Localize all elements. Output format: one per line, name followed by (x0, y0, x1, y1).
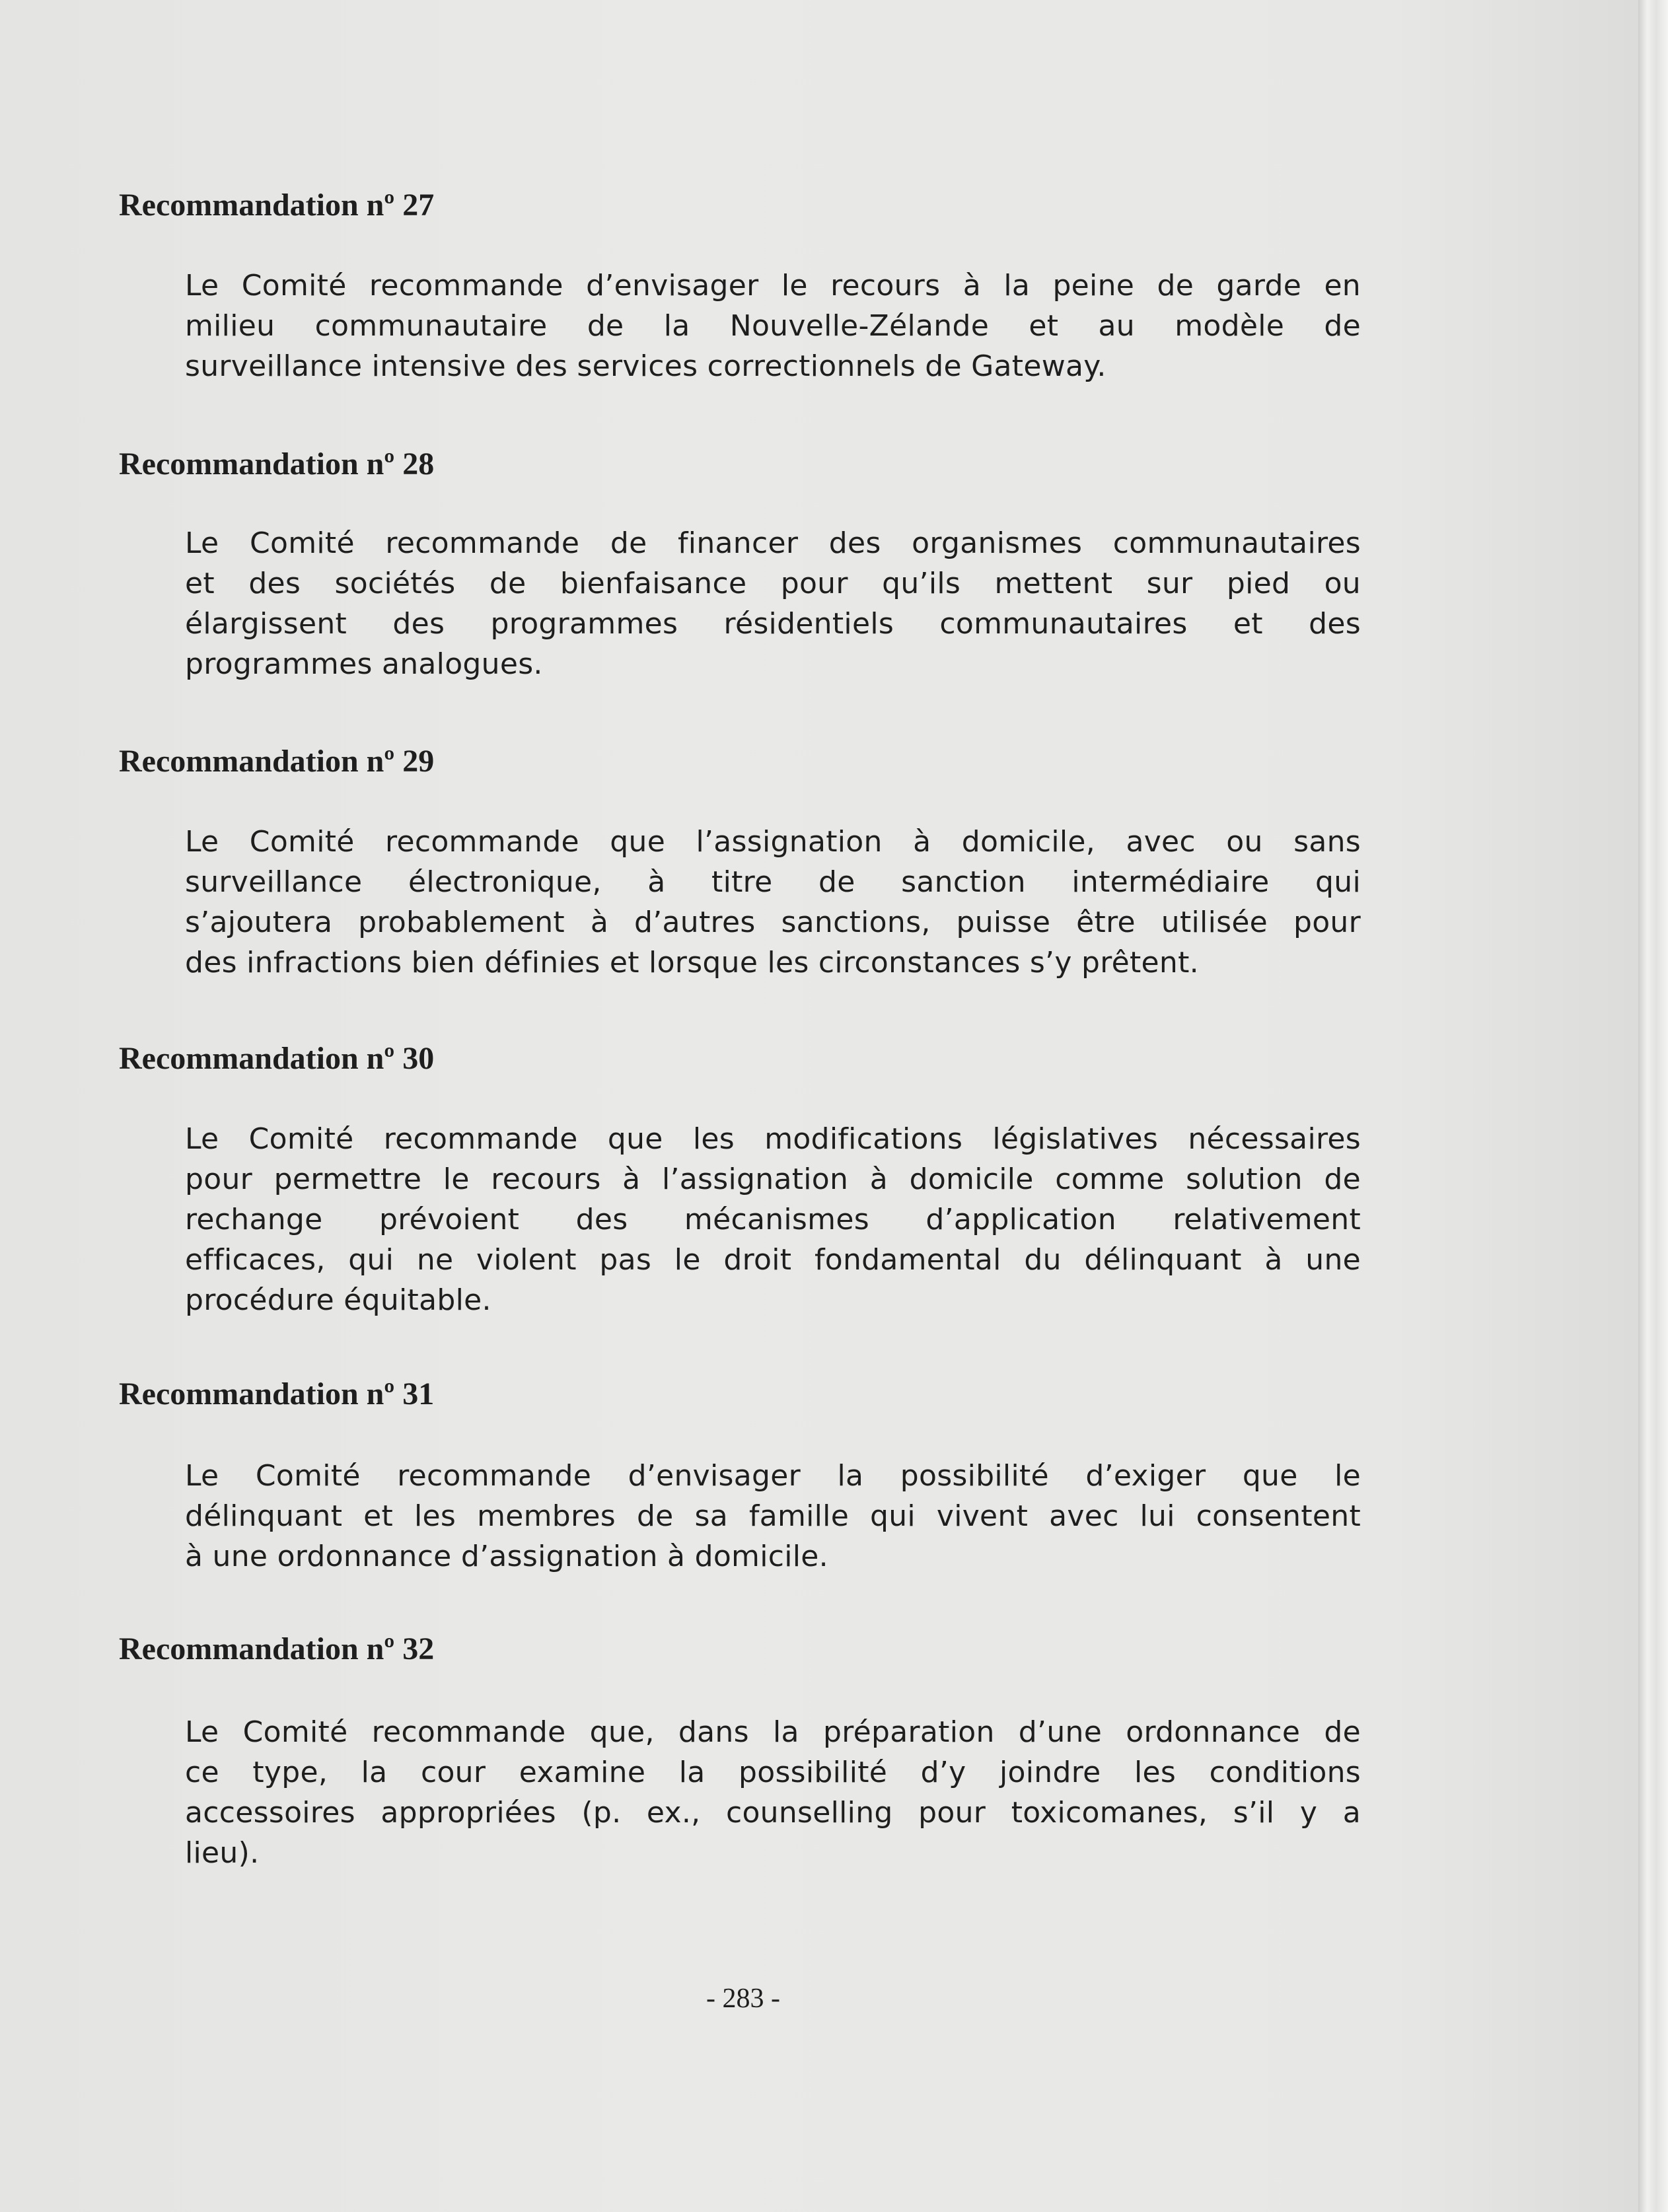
text-line: lieu). (185, 1836, 260, 1870)
page-edge (1638, 0, 1668, 2212)
text-line: surveillance intensive des services correctionnels de Gateway. (185, 349, 1106, 383)
recommendation-heading: Recommandation nº 31 (119, 1376, 435, 1411)
text-line: ce type, la cour examine la possibilité d’y joindre les conditions (185, 1756, 1361, 1789)
text-line: Le Comité recommande que l’assignation à domicile, avec ou sans (185, 825, 1361, 859)
recommendation-text (185, 1119, 1361, 1320)
recommendation-text (185, 523, 1361, 684)
text-line: s’ajoutera probablement à d’autres sanctions, puisse être utilisée pour (185, 906, 1361, 939)
text-line: des infractions bien définies et lorsque les circonstances s’y prêtent. (185, 946, 1199, 980)
recommendation-32 (119, 1630, 1361, 1870)
recommendation-heading: Recommandation nº 27 (119, 188, 435, 223)
text-line: efficaces, qui ne violent pas le droit fondamental du délinquant à une (185, 1243, 1361, 1277)
recommendation-30 (119, 1040, 1361, 1317)
recommendation-heading: Recommandation nº 32 (119, 1631, 435, 1666)
recommendation-text (185, 822, 1361, 983)
text-line: délinquant et les membres de sa famille qui vivent avec lui consentent (185, 1499, 1361, 1533)
text-line: Le Comité recommande de financer des organismes communautaires (185, 526, 1361, 560)
recommendation-text (185, 1712, 1361, 1873)
recommendation-28 (119, 445, 1361, 681)
text-line: accessoires appropriées (p. ex., counselling pour toxicomanes, s’il y a (185, 1796, 1361, 1830)
recommendation-heading: Recommandation nº 28 (119, 446, 435, 482)
text-line: milieu communautaire de la Nouvelle-Zélande et au modèle de (185, 309, 1361, 343)
text-line: Le Comité recommande que les modifications législatives nécessaires (185, 1122, 1361, 1156)
text-line: rechange prévoient des mécanismes d’application relativement (185, 1203, 1361, 1236)
recommendation-27 (119, 186, 1361, 383)
text-line: procédure équitable. (185, 1283, 491, 1317)
recommendation-heading: Recommandation nº 29 (119, 744, 435, 779)
text-line: Le Comité recommande d’envisager le recours à la peine de garde en (185, 269, 1361, 303)
text-line: pour permettre le recours à l’assignation à domicile comme solution de (185, 1162, 1361, 1196)
text-line: programmes analogues. (185, 647, 543, 681)
recommendation-text (185, 266, 1361, 386)
text-line: Le Comité recommande que, dans la préparation d’une ordonnance de (185, 1715, 1361, 1749)
text-line: surveillance électronique, à titre de sanction intermédiaire qui (185, 865, 1361, 899)
text-line: Le Comité recommande d’envisager la possibilité d’exiger que le (185, 1459, 1361, 1493)
text-line: à une ordonnance d’assignation à domicile. (185, 1540, 828, 1573)
recommendation-text (185, 1456, 1361, 1577)
recommendation-31 (119, 1375, 1361, 1573)
recommendation-29 (119, 742, 1361, 980)
text-line: élargissent des programmes résidentiels communautaires et des (185, 607, 1361, 641)
recommendation-heading: Recommandation nº 30 (119, 1041, 435, 1076)
text-line: et des sociétés de bienfaisance pour qu’ils mettent sur pied ou (185, 567, 1361, 600)
page-number: - 283 - (706, 1983, 780, 2014)
